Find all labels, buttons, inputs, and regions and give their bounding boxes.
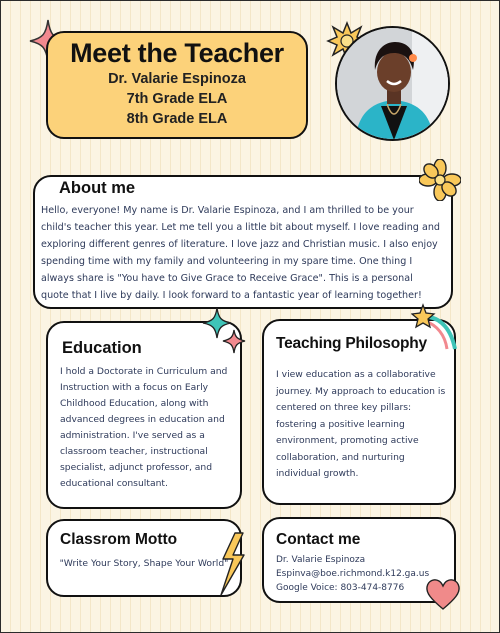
contact-heading: Contact me	[276, 531, 361, 548]
about-card	[33, 175, 453, 309]
heart-icon	[425, 577, 461, 611]
education-heading: Education	[62, 339, 142, 357]
philosophy-heading: Teaching Philosophy	[276, 335, 427, 352]
title-card	[46, 31, 308, 139]
philosophy-text: I view education as a collaborative journey. My approach to education is centered on three key pillars: fostering a positive learning environment, promoting active collaboration, and nurturing individual growth.	[276, 369, 446, 479]
sparkle-stars-icon	[201, 306, 247, 358]
flower-icon	[419, 159, 461, 201]
teacher-photo	[335, 26, 450, 141]
grade-2: 8th Grade ELA	[126, 111, 228, 127]
contact-phone: Google Voice: 803-474-8776	[276, 583, 405, 593]
lightning-bolt-icon	[217, 531, 247, 597]
teacher-name: Dr. Valarie Espinoza	[108, 71, 246, 87]
page-title: Meet the Teacher	[70, 38, 284, 68]
contact-email[interactable]: Espinva@boe.richmond.k12.ga.us	[276, 569, 430, 579]
motto-heading: Classrom Motto	[60, 531, 178, 548]
motto-card	[46, 519, 242, 597]
about-heading: About me	[59, 179, 136, 197]
about-text: Hello, everyone! My name is Dr. Valarie Espinoza, and I am thrilled to be your child's teacher this year. Let me tell you a little bit about myself. I love reading and exploring different genres of literature. I love jazz and Christian music. I also enjoy spending time with my family and volunteering in my spare time. One thing I always share is "You have to Give Grace to Receive Grace". This is a personal quote that I live by daily. I look forward to a fantastic year of learning together!	[41, 205, 440, 301]
grade-1: 7th Grade ELA	[126, 91, 228, 107]
education-text: I hold a Doctorate in Curriculum and Instruction with a focus on Early Childhood Education, along with advanced degrees in education and administration. I've served as a classroom teacher, instructional specialist, adjunct professor, and educational consultant.	[60, 366, 228, 489]
shooting-star-icon	[411, 303, 457, 351]
motto-text: "Write Your Story, Shape Your World"	[59, 558, 229, 569]
contact-name: Dr. Valarie Espinoza	[276, 555, 366, 565]
